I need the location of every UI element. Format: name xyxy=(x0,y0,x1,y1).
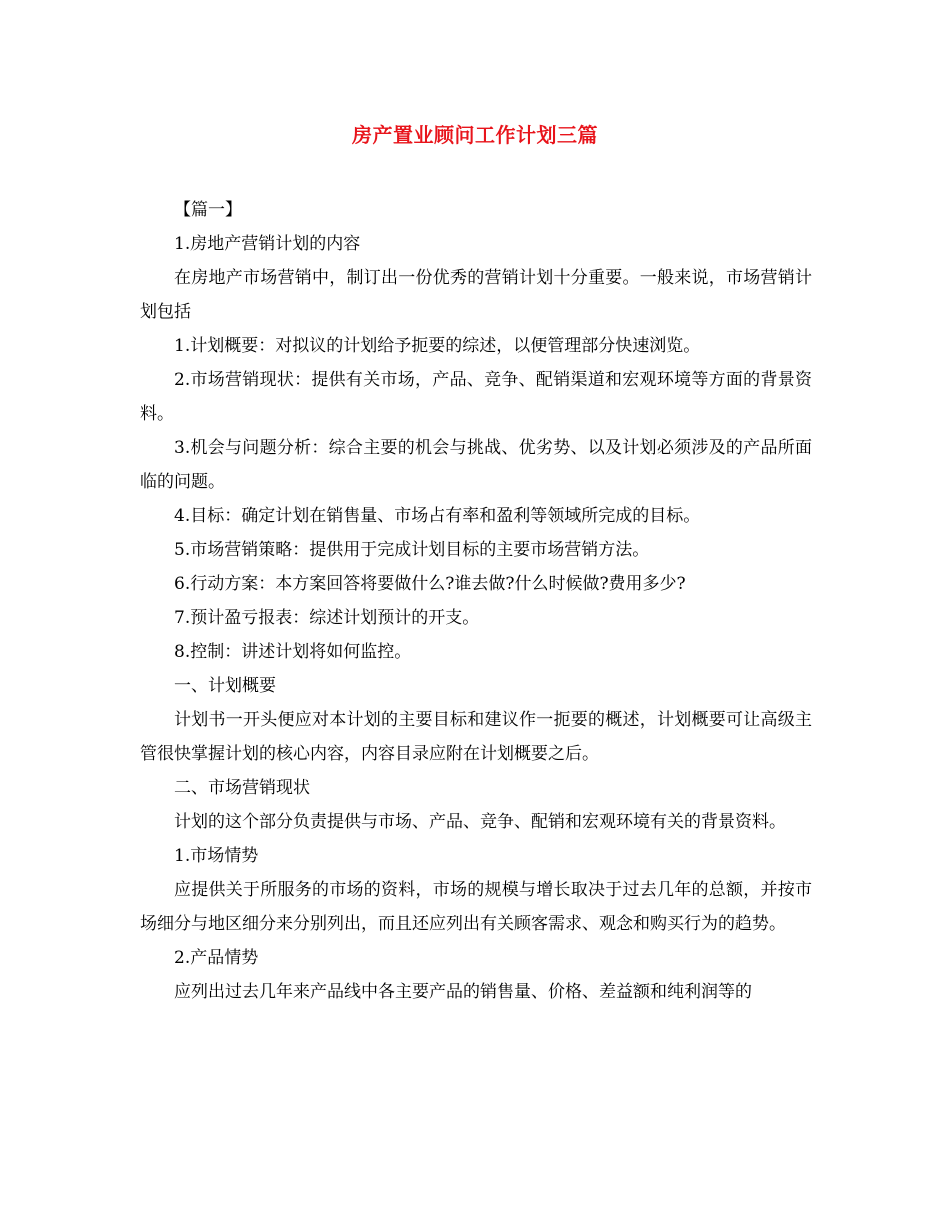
list-item-action-plan: 6.行动方案：本方案回答将要做什么?谁去做?什么时候做?费用多少? xyxy=(174,574,686,594)
paragraph-intro: 在房地产市场营销中，制订出一份优秀的营销计划十分重要。一般来说，市场营销计划包括 xyxy=(140,268,812,322)
list-item-market-status: 2.市场营销现状：提供有关市场，产品、竞争、配销渠道和宏观环境等方面的背景资料。 xyxy=(140,370,812,424)
list-item-marketing-strategy: 5.市场营销策略：提供用于完成计划目标的主要市场营销方法。 xyxy=(174,540,650,560)
section-heading-part-one: 【篇一】 xyxy=(174,200,242,220)
subheading-market-situation: 1.市场情势 xyxy=(174,846,259,866)
list-item-opportunity-analysis: 3.机会与问题分析：综合主要的机会与挑战、优劣势、以及计划必须涉及的产品所面临的问题。 xyxy=(140,438,812,492)
list-item-plan-summary: 1.计划概要：对拟议的计划给予扼要的综述，以便管理部分快速浏览。 xyxy=(174,336,701,356)
list-item-profit-loss: 7.预计盈亏报表：综述计划预计的开支。 xyxy=(174,608,480,628)
paragraph-market-situation: 应提供关于所服务的市场的资料，市场的规模与增长取决于过去几年的总额，并按市场细分与地区细分来分别列出，而且还应列出有关顾客需求、观念和购买行为的趋势。 xyxy=(140,880,812,934)
paragraph-plan-summary: 计划书一开头便应对本计划的主要目标和建议作一扼要的概述，计划概要可让高级主管很快掌握计划的核心内容，内容目录应附在计划概要之后。 xyxy=(140,710,812,764)
subheading-plan-contents: 1.房地产营销计划的内容 xyxy=(174,234,361,254)
document-title: 房产置业顾问工作计划三篇 xyxy=(352,123,598,147)
paragraph-market-status: 计划的这个部分负责提供与市场、产品、竞争、配销和宏观环境有关的背景资料。 xyxy=(174,812,786,832)
section-heading-market-status: 二、市场营销现状 xyxy=(174,778,310,798)
document-body xyxy=(140,193,812,1009)
subheading-product-situation: 2.产品情势 xyxy=(174,948,259,968)
list-item-goals: 4.目标：确定计划在销售量、市场占有率和盈利等领域所完成的目标。 xyxy=(174,506,701,526)
list-item-control: 8.控制：讲述计划将如何监控。 xyxy=(174,642,412,662)
paragraph-product-situation: 应列出过去几年来产品线中各主要产品的销售量、价格、差益额和纯利润等的 xyxy=(174,982,752,1002)
section-heading-plan-summary: 一、计划概要 xyxy=(174,676,276,696)
